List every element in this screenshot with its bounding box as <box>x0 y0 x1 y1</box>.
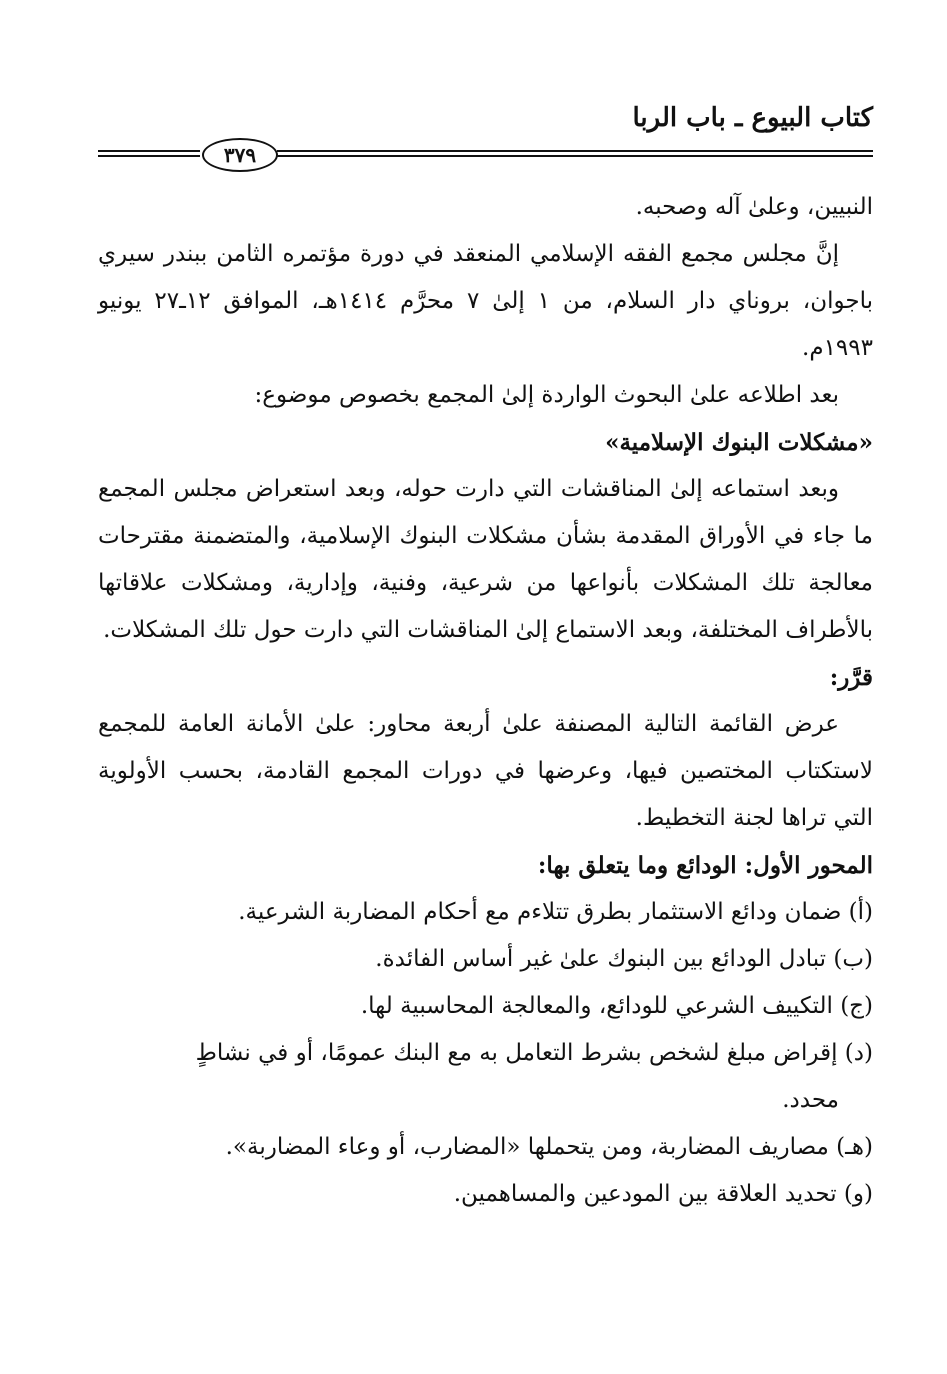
paragraph: وبعد استماعه إلىٰ المناقشات التي دارت حوله، وبعد استعراض مجلس المجمع ما جاء في الأوراق المقدمة بشأن مشكلات البنوك الإسلامية، والمتضمنة مقترحات معالجة تلك المشكلات بأنواعها من شرعية، وفنية، وإدارية، ومشكلات علاقاتها بالأطراف المختلفة، وبعد الاستماع إلىٰ المناقشات التي دارت حول تلك المشكلات. <box>98 476 873 643</box>
paragraph: عرض القائمة التالية المصنفة علىٰ أربعة محاور: علىٰ الأمانة العامة للمجمع لاستكتاب المختصين فيها، وعرضها في دورات المجمع القادمة، بحسب الأولوية التي تراها لجنة التخطيط. <box>98 711 873 831</box>
paragraph: إنَّ مجلس مجمع الفقه الإسلامي المنعقد في دورة مؤتمره الثامن ببندر سيري باجوان، بروناي دار السلام، من ١ إلىٰ ٧ محرَّم ١٤١٤هـ، الموافق ١٢ـ٢٧ يونيو ١٩٩٣م. <box>98 241 873 361</box>
list-item: (أ) ضمان ودائع الاستثمار بطرق تتلاءم مع أحكام المضاربة الشرعية. <box>238 899 873 925</box>
page-number: ٣٧٩ <box>202 138 278 172</box>
paragraph: بعد اطلاعه علىٰ البحوث الواردة إلىٰ المجمع بخصوص موضوع: <box>254 382 839 408</box>
book-page <box>98 100 873 1218</box>
list-item: (ب) تبادل الودائع بين البنوك علىٰ غير أساس الفائدة. <box>375 946 873 972</box>
list-item-continuation: محدد. <box>782 1087 839 1113</box>
topic-title: «مشكلات البنوك الإسلامية» <box>605 429 873 456</box>
list-item: (و) تحديد العلاقة بين المودعين والمساهمين. <box>453 1181 873 1207</box>
page-body <box>98 184 873 1218</box>
section-heading: المحور الأول: الودائع وما يتعلق بها: <box>537 852 873 879</box>
paragraph: النبيين، وعلىٰ آله وصحبه. <box>635 194 873 220</box>
decision-heading: قرَّر: <box>829 664 873 691</box>
list-item: (د) إقراض مبلغ لشخص بشرط التعامل به مع البنك عمومًا، أو في نشاطٍ <box>195 1040 873 1066</box>
header-rule-right <box>277 150 873 157</box>
header-rule <box>98 138 873 174</box>
list-item: (هـ) مصاريف المضاربة، ومن يتحملها «المضارب، أو وعاء المضاربة». <box>225 1134 873 1160</box>
list-item: (ج) التكييف الشرعي للودائع، والمعالجة المحاسبية لها. <box>360 993 873 1019</box>
running-header-title: كتاب البيوع ـ باب الربا <box>632 103 873 133</box>
header-rule-left <box>98 150 200 157</box>
